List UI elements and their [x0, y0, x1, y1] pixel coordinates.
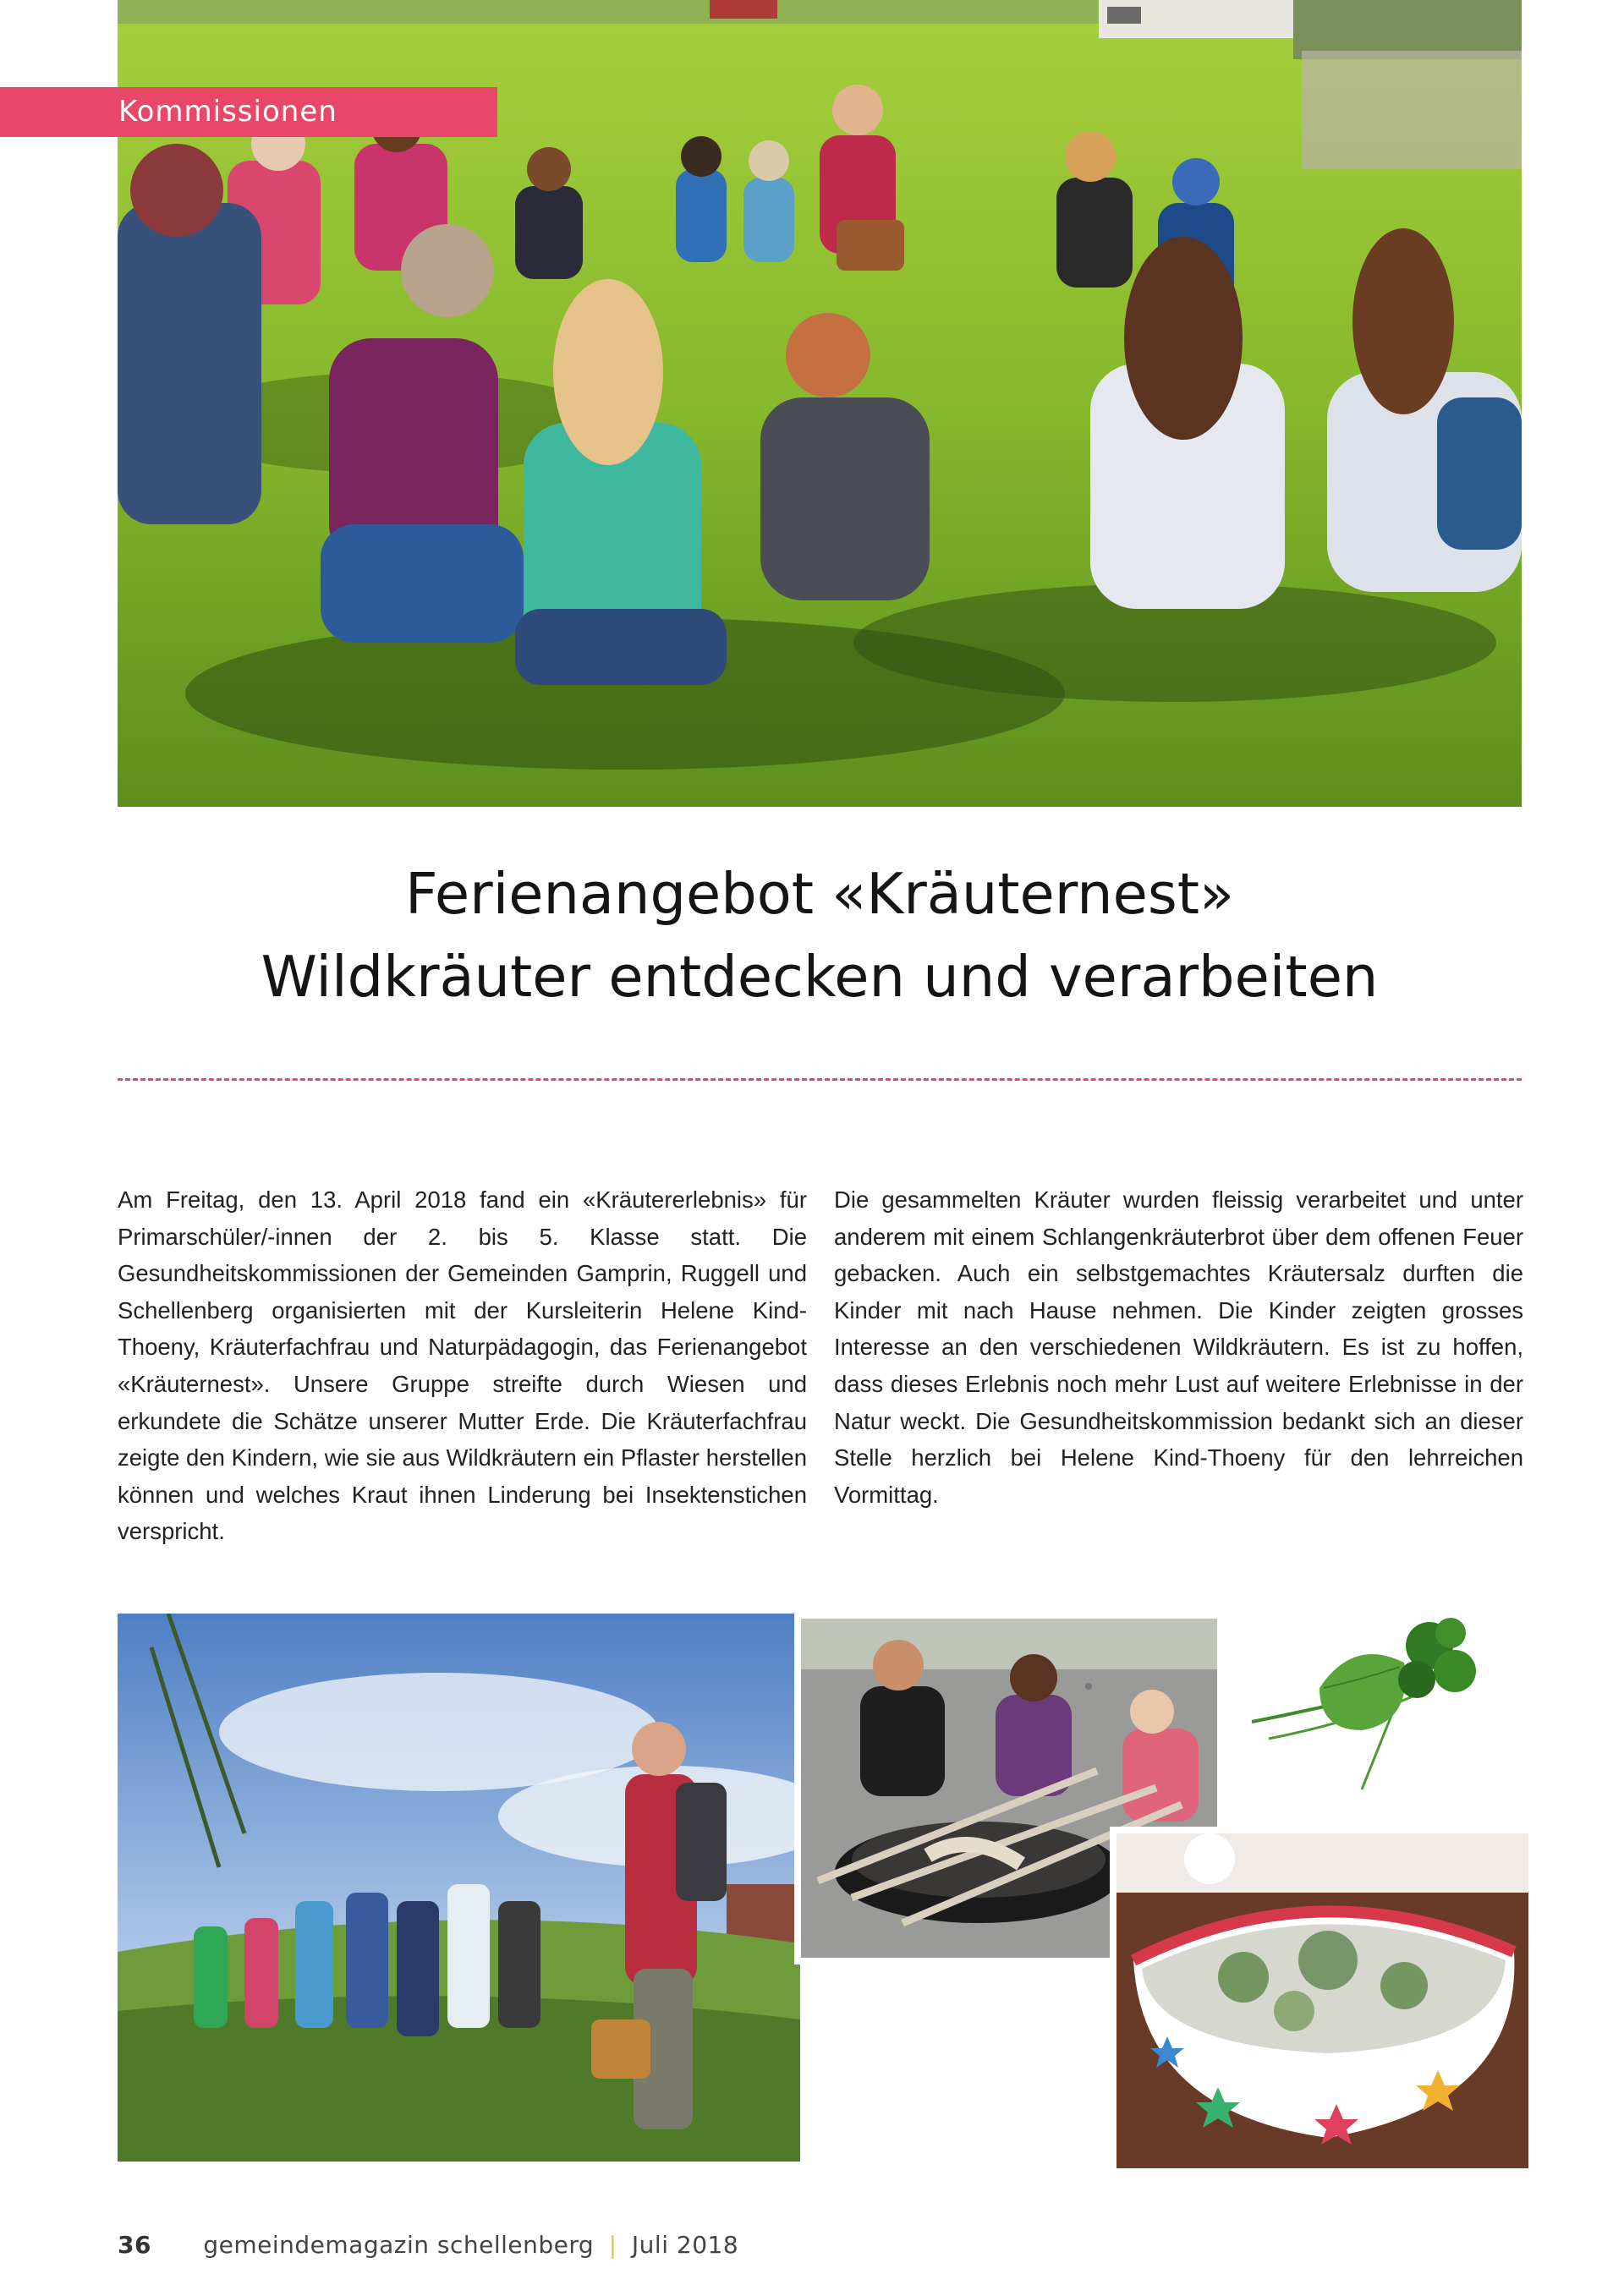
photo-group-hike	[118, 1614, 800, 2162]
footer-separator: |	[608, 2231, 617, 2259]
page-number: 36	[118, 2231, 151, 2259]
photo-herb-leaves	[1235, 1595, 1511, 1823]
article-text-right: Die gesammelten Kräuter wurden fleissig verarbeitet und unter anderem mit einem Schlangenkräuterbrot über dem offenen Feuer gebacken. Auch ein selbstgemachtes Kräutersalz durften die Kinder mit nach Hause nehmen. Die Kinder zeigten grosses Interesse an den verschiedenen Wildkräutern. Es ist zu hoffen, dass dieses Erlebnis noch mehr Lust auf weitere Erlebnisse in der Natur weckt. Die Gesundheitskommission bedankt sich an dieser Stelle herzlich bei Helene Kind-Thoeny für den lehrreichen Vormittag.	[834, 1186, 1523, 1508]
section-label: Kommissionen	[0, 87, 497, 137]
article-title-line-1: Ferienangebot «Kräuternest»	[404, 861, 1234, 927]
article-title	[118, 852, 1522, 1018]
article-text-left: Am Freitag, den 13. April 2018 fand ein «Kräutererlebnis» für Primarschüler/-innen der 2. bis 5. Klasse statt. Die Gesundheitskommissionen der Gemeinden Gamprin, Ruggell und Schellenberg organisierten mit der Kursleiterin Helene Kind-Thoeny, Kräuterfachfrau und Naturpädagogin, das Ferienangebot «Kräuternest». Unsere Gruppe streifte durch Wiesen und erkundete die Schätze unserer Mutter Erde. Die Kräuterfachfrau zeigte den Kindern, wie sie aus Wildkräutern ein Pflaster herstellen können und welches Kraut ihnen Linderung bei Insektenstichen verspricht.	[118, 1186, 807, 1545]
photo-herb-salt-bowl	[1110, 1827, 1528, 2168]
issue-date: Juli 2018	[631, 2231, 739, 2259]
publication-name: gemeindemagazin schellenberg	[203, 2231, 595, 2259]
page-footer	[118, 2231, 738, 2259]
title-divider	[118, 1078, 1522, 1081]
article-title-line-2: Wildkräuter entdecken und verarbeiten	[261, 944, 1379, 1010]
